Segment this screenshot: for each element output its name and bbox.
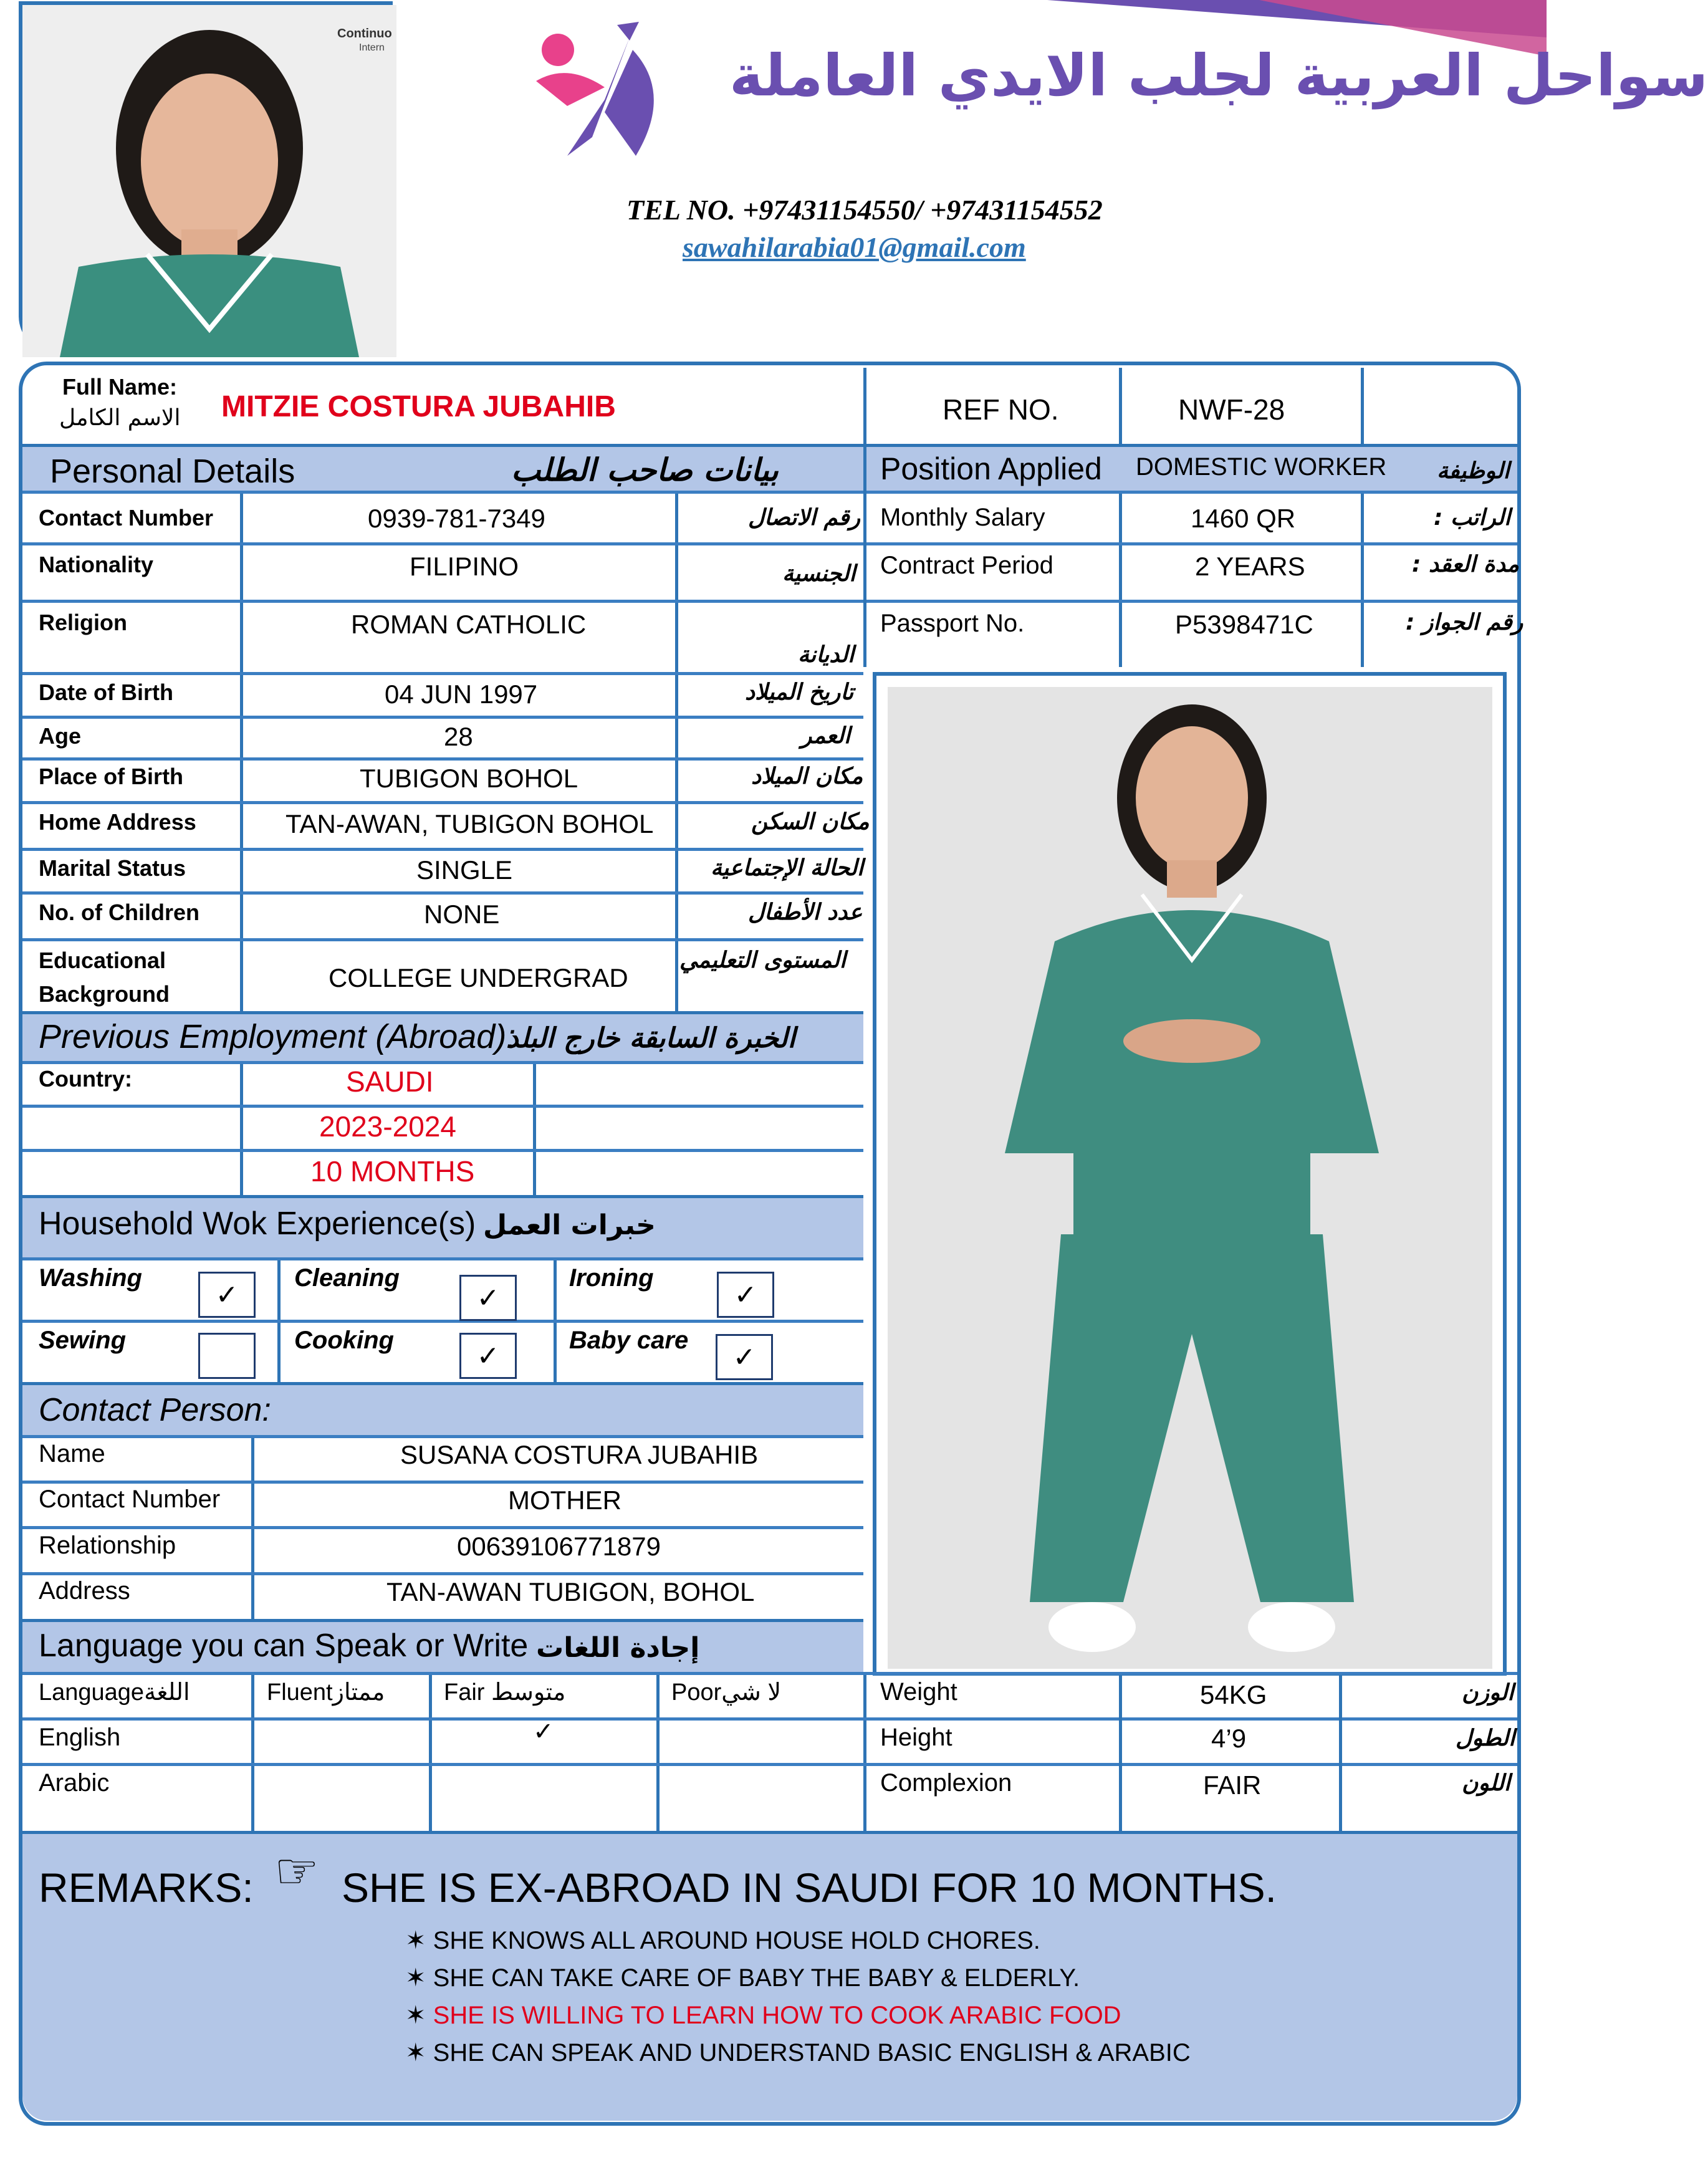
contact-row-label: Name xyxy=(39,1440,105,1467)
position-row-arabic: الراتب : xyxy=(1434,505,1511,530)
divider xyxy=(866,600,1517,603)
photo-caption-2 xyxy=(359,42,385,54)
company-logo-icon xyxy=(530,12,673,162)
physical-row-value: 54KG xyxy=(1200,1680,1267,1709)
personal-row-label: Marital Status xyxy=(39,855,186,881)
star-bullet-icon: ✶ xyxy=(405,1926,426,1955)
personal-row-value: COLLEGE UNDERGRAD xyxy=(329,963,628,992)
divider xyxy=(22,672,863,675)
personal-row-arabic: رقم الاتصال xyxy=(748,505,860,530)
position-row-value: 1460 QR xyxy=(1191,504,1296,533)
personal-row-arabic: الجنسية xyxy=(782,561,856,587)
employment-years: 2023-2024 xyxy=(319,1110,456,1143)
personal-row-arabic: مكان السكن xyxy=(751,809,870,835)
personal-row-label: Contact Number xyxy=(39,505,214,530)
physical-row-arabic: الوزن xyxy=(1462,1680,1514,1706)
personal-row-arabic: الحالة الإجتماعية xyxy=(711,855,864,881)
full-body-photo-frame xyxy=(873,672,1507,1676)
personal-row-arabic: الديانة xyxy=(798,642,855,668)
personal-row-label: Place of Birth xyxy=(39,764,184,789)
language-name: Arabic xyxy=(39,1769,110,1797)
divider xyxy=(22,1672,1517,1675)
divider xyxy=(866,542,1517,545)
divider xyxy=(22,1763,1517,1766)
headshot-photo-frame xyxy=(19,1,393,353)
star-bullet-icon: ✶ xyxy=(405,2038,426,2067)
divider xyxy=(863,368,866,667)
divider xyxy=(863,1675,866,1831)
divider xyxy=(656,1675,660,1831)
divider xyxy=(1361,368,1364,667)
divider xyxy=(240,494,243,1011)
divider xyxy=(22,848,863,851)
divider xyxy=(675,494,678,1011)
remark-item xyxy=(405,1926,1040,1955)
divider xyxy=(22,1572,863,1575)
household-item-label: Cooking xyxy=(294,1327,394,1354)
photo-caption-line2: Intern xyxy=(359,42,385,53)
language-header: Languageاللغة xyxy=(39,1679,190,1706)
position-row-label: Monthly Salary xyxy=(880,504,1045,531)
position-row-arabic: مدة العقد : xyxy=(1412,552,1519,577)
contact-row-label: Relationship xyxy=(39,1532,176,1559)
household-item-label: Ironing xyxy=(569,1264,654,1292)
language-header: Fair متوسط xyxy=(444,1679,566,1706)
remark-text-highlight: SHE IS WILLING TO LEARN HOW TO COOK ARABIC FOOD xyxy=(433,2002,1121,2029)
position-row-label: Position Applied xyxy=(880,451,1102,486)
language-header: Fluentممتاز xyxy=(267,1679,385,1706)
divider xyxy=(866,491,1517,494)
personal-row-label-2: Background xyxy=(39,981,170,1007)
personal-row-label: Religion xyxy=(39,610,127,635)
divider xyxy=(22,1061,863,1064)
divider xyxy=(22,600,863,603)
divider xyxy=(22,1105,863,1108)
country-label: Country: xyxy=(39,1066,132,1092)
personal-row-label: Date of Birth xyxy=(39,679,173,705)
divider xyxy=(1339,1675,1342,1831)
personal-details-title: Personal Details xyxy=(50,453,295,490)
remarks-label: REMARKS: xyxy=(39,1865,254,1911)
divider xyxy=(22,1435,863,1438)
employment-duration: 10 MONTHS xyxy=(310,1155,475,1188)
personal-row-arabic: المستوى التعليمي xyxy=(679,948,846,973)
divider xyxy=(22,1717,1517,1721)
personal-row-label: Educational xyxy=(39,948,166,973)
divider xyxy=(22,1149,863,1152)
position-row-label: Contract Period xyxy=(880,552,1053,579)
divider xyxy=(240,1064,243,1195)
physical-row-label: Complexion xyxy=(880,1769,1012,1797)
full-name-label: Full Name: xyxy=(62,374,178,400)
personal-row-value: 04 JUN 1997 xyxy=(385,679,538,709)
physical-row-arabic: اللون xyxy=(1462,1770,1510,1796)
divider xyxy=(429,1675,432,1831)
previous-employment-title-arabic: الخبرة السابقة خارج البلد xyxy=(506,1022,795,1054)
header-telephone: TEL NO. +97431154550/ +97431154552 xyxy=(626,194,1103,226)
previous-employment-title: Previous Employment (Abroad): xyxy=(39,1018,516,1055)
personal-row-value: FILIPINO xyxy=(410,552,519,581)
divider xyxy=(22,491,863,494)
position-row-label: Passport No. xyxy=(880,610,1025,637)
contact-row-value: SUSANA COSTURA JUBAHIB xyxy=(400,1440,759,1469)
pointing-hand-icon: ☞ xyxy=(274,1842,319,1900)
language-name: English xyxy=(39,1724,121,1751)
divider xyxy=(22,801,863,804)
divider xyxy=(22,1257,863,1260)
physical-row-value: 4’9 xyxy=(1211,1724,1247,1753)
header-email-link[interactable]: sawahilarabia01@gmail.com xyxy=(683,231,1026,263)
contact-row-value: TAN-AWAN TUBIGON, BOHOL xyxy=(386,1577,755,1606)
personal-row-value: 0939-781-7349 xyxy=(368,504,545,533)
contact-row-value: 00639106771879 xyxy=(457,1532,661,1561)
remark-item xyxy=(405,2001,1121,2030)
household-checkbox-cooking[interactable]: ✓ xyxy=(459,1333,517,1379)
household-item-label: Washing xyxy=(39,1264,142,1292)
physical-row-arabic: الطول xyxy=(1456,1726,1515,1751)
household-checkbox-baby-care[interactable]: ✓ xyxy=(716,1334,773,1380)
household-title-arabic: خبرات العمل xyxy=(483,1209,656,1241)
personal-row-label: No. of Children xyxy=(39,900,199,925)
personal-row-value: TAN-AWAN, TUBIGON BOHOL xyxy=(285,809,654,838)
language-header: Poorلا شي xyxy=(671,1679,782,1706)
physical-row-label: Weight xyxy=(880,1678,957,1706)
household-checkbox-sewing[interactable] xyxy=(198,1333,256,1379)
divider xyxy=(22,938,863,941)
contact-row-label: Contact Number xyxy=(39,1486,221,1513)
headshot-photo xyxy=(22,5,396,357)
languages-title: Language you can Speak or Write xyxy=(39,1628,529,1664)
photo-caption xyxy=(337,27,392,41)
star-bullet-icon: ✶ xyxy=(405,1964,426,1992)
personal-row-arabic: عدد الأطفال xyxy=(748,900,863,925)
personal-details-title-arabic: بيانات صاحب الطلب xyxy=(511,452,779,488)
contact-row-value: MOTHER xyxy=(508,1486,621,1515)
divider xyxy=(533,1064,536,1195)
personal-row-value: NONE xyxy=(424,900,500,929)
remark-text: SHE CAN TAKE CARE OF BABY THE BABY & ELDERLY. xyxy=(433,1964,1080,1992)
physical-row-label: Height xyxy=(880,1724,952,1751)
personal-row-label: Nationality xyxy=(39,552,154,577)
personal-row-arabic: تاريخ الميلاد xyxy=(745,679,854,705)
personal-row-value: 28 xyxy=(444,722,473,751)
star-bullet-icon: ✶ xyxy=(405,2001,426,2030)
divider xyxy=(22,757,863,761)
personal-row-value: SINGLE xyxy=(416,855,513,885)
remark-text: SHE KNOWS ALL AROUND HOUSE HOLD CHORES. xyxy=(433,1927,1040,1954)
contact-row-label: Address xyxy=(39,1577,130,1605)
divider xyxy=(22,1481,863,1484)
household-item-label: Baby care xyxy=(569,1327,689,1354)
country-value: SAUDI xyxy=(346,1065,434,1098)
personal-row-value: ROMAN CATHOLIC xyxy=(351,610,587,639)
household-checkbox-ironing[interactable]: ✓ xyxy=(717,1272,774,1318)
full-body-photo xyxy=(880,679,1507,1676)
remark-text: SHE CAN SPEAK AND UNDERSTAND BASIC ENGLISH & ARABIC xyxy=(433,2039,1191,2067)
remark-item xyxy=(405,2038,1191,2067)
language-fair-check: ✓ xyxy=(533,1718,554,1745)
position-row-value: DOMESTIC WORKER xyxy=(1136,453,1387,481)
personal-row-arabic: مكان الميلاد xyxy=(751,764,863,789)
contact-person-title: Contact Person: xyxy=(39,1392,271,1428)
personal-row-label: Age xyxy=(39,723,82,749)
physical-row-value: FAIR xyxy=(1203,1770,1262,1800)
personal-row-label: Home Address xyxy=(39,809,196,835)
divider xyxy=(251,1675,254,1831)
position-row-value: P5398471C xyxy=(1175,610,1313,639)
divider xyxy=(22,1526,863,1529)
household-checkbox-cleaning[interactable]: ✓ xyxy=(459,1275,517,1321)
personal-row-value: TUBIGON BOHOL xyxy=(360,764,578,793)
languages-title-arabic: إجادة اللغات xyxy=(536,1632,700,1664)
full-name-value: MITZIE COSTURA JUBAHIB xyxy=(221,390,616,423)
divider xyxy=(22,1320,863,1323)
household-checkbox-washing[interactable]: ✓ xyxy=(198,1272,256,1318)
divider xyxy=(22,891,863,895)
divider xyxy=(22,542,863,545)
photo-caption-line1: Continuo xyxy=(337,27,392,41)
position-row-arabic: الوظيفة xyxy=(1437,458,1510,484)
remarks-headline: SHE IS EX-ABROAD IN SAUDI FOR 10 MONTHS. xyxy=(342,1865,1277,1911)
divider xyxy=(1119,1675,1122,1831)
divider xyxy=(1119,368,1122,667)
company-name-arabic: سواحل العربية لجلب الايدي العاملة xyxy=(729,42,1708,109)
full-name-label-arabic: الاسم الكامل xyxy=(59,405,181,431)
ref-no-label: REF NO. xyxy=(943,393,1059,426)
household-item-label: Sewing xyxy=(39,1327,127,1354)
household-title: Household Wok Experience(s) xyxy=(39,1206,476,1242)
remark-item xyxy=(405,1964,1080,1992)
household-item-label: Cleaning xyxy=(294,1264,400,1292)
position-row-value: 2 YEARS xyxy=(1195,552,1305,581)
ref-no-value: NWF-28 xyxy=(1178,393,1285,426)
divider xyxy=(22,716,863,719)
position-row-arabic: رقم الجواز : xyxy=(1406,610,1523,635)
personal-row-arabic: العمر xyxy=(801,723,851,749)
